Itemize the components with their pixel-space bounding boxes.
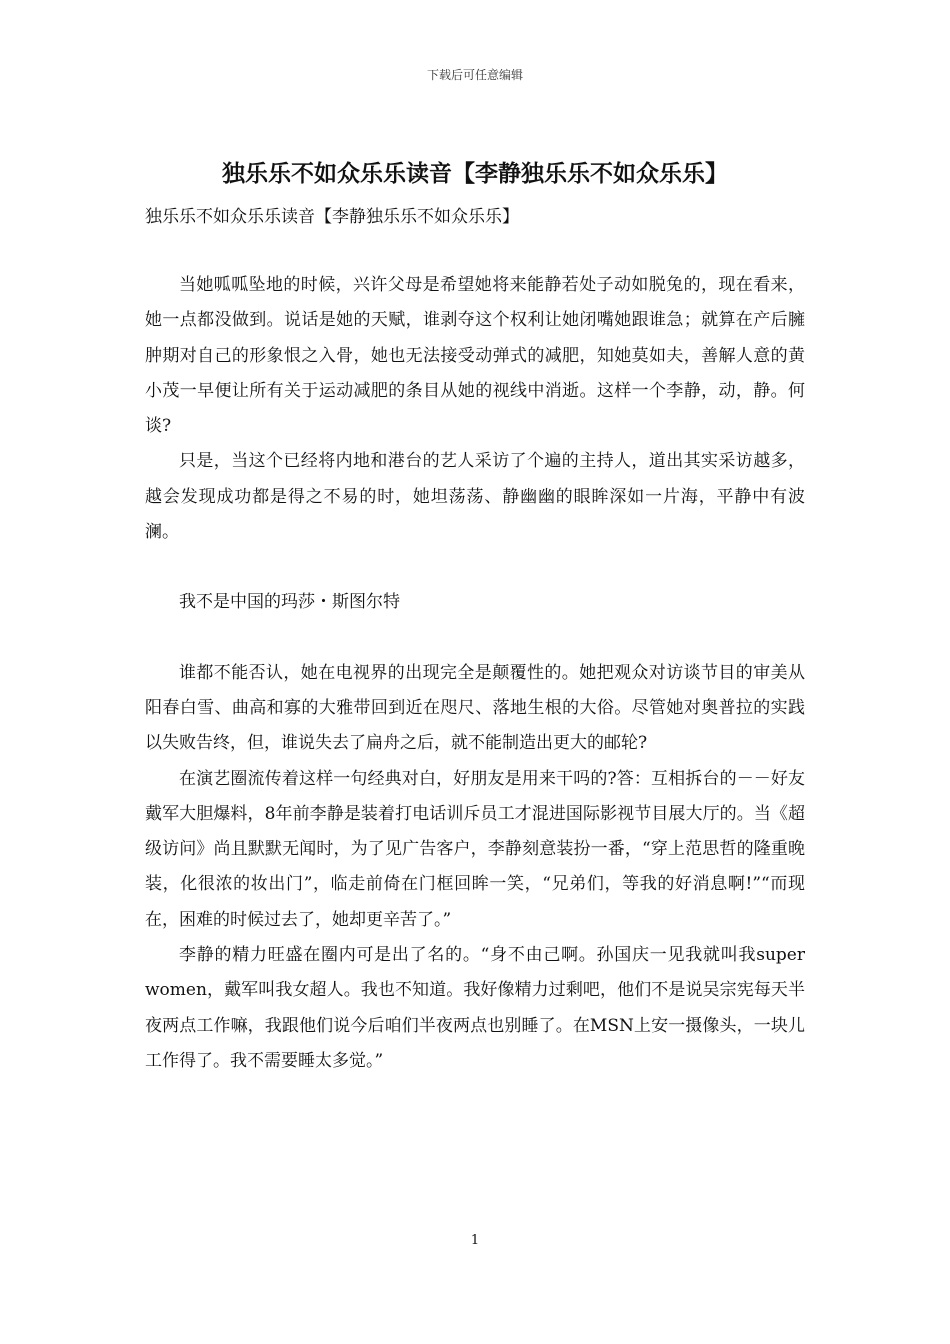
paragraph: 只是，当这个已经将内地和港台的艺人采访了个遍的主持人，道出其实采访越多，越会发现成功都是得之不易的时，她坦荡荡、静幽幽的眼眸深如一片海，平静中有波澜。 [145,451,805,543]
paragraph: 谁都不能否认，她在电视界的出现完全是颠覆性的。她把观众对访谈节目的审美从阳春白雪、曲高和寡的大雅带回到近在咫尺、落地生根的大俗。尽管她对奥普拉的实践以失败告终，但，谁说失去了扁舟之后，就不能制造出更大的邮轮? [145,662,805,754]
page-header-note: 下载后可任意编辑 [426,68,523,82]
document-body [145,268,805,1079]
paragraph: 当她呱呱坠地的时候，兴许父母是希望她将来能静若处子动如脱兔的，现在看来，她一点都没做到。说话是她的天赋，谁剥夺这个权利让她闭嘴她跟谁急；就算在产后臃肿期对自己的形象恨之入骨，她也无法接受动弹式的减肥，知她莫如夫，善解人意的黄小茂一早便让所有关于运动减肥的条目从她的视线中消逝。这样一个李静，动，静。何谈? [145,275,805,437]
section-heading: 我不是中国的玛莎・斯图尔特 [179,592,400,613]
page-number: 1 [470,1233,480,1248]
document-title: 独乐乐不如众乐乐读音【李静独乐乐不如众乐乐】 [222,161,728,187]
document-subtitle: 独乐乐不如众乐乐读音【李静独乐乐不如众乐乐】 [145,207,519,227]
paragraph: 在演艺圈流传着这样一句经典对白，好朋友是用来干吗的?答：互相拆台的－－好友戴军大胆爆料，8年前李静是装着打电话训斥员工才混进国际影视节目展大厅的。当《超级访问》尚且默默无闻时，为了见广告客户，李静刻意装扮一番，“穿上范思哲的隆重晚装，化很浓的妆出门”，临走前倚在门框回眸一笑，“兄弟们，等我的好消息啊!”“而现在，困难的时候过去了，她却更辛苦了。” [145,768,805,930]
paragraph: 李静的精力旺盛在圈内可是出了名的。“身不由己啊。孙国庆一见我就叫我super women，戴军叫我女超人。我也不知道。我好像精力过剩吧，他们不是说吴宗宪每天半夜两点工作嘛，我跟他们说今后咱们半夜两点也别睡了。在MSN上安一摄像头，一块儿工作得了。我不需要睡太多觉。” [145,945,805,1071]
